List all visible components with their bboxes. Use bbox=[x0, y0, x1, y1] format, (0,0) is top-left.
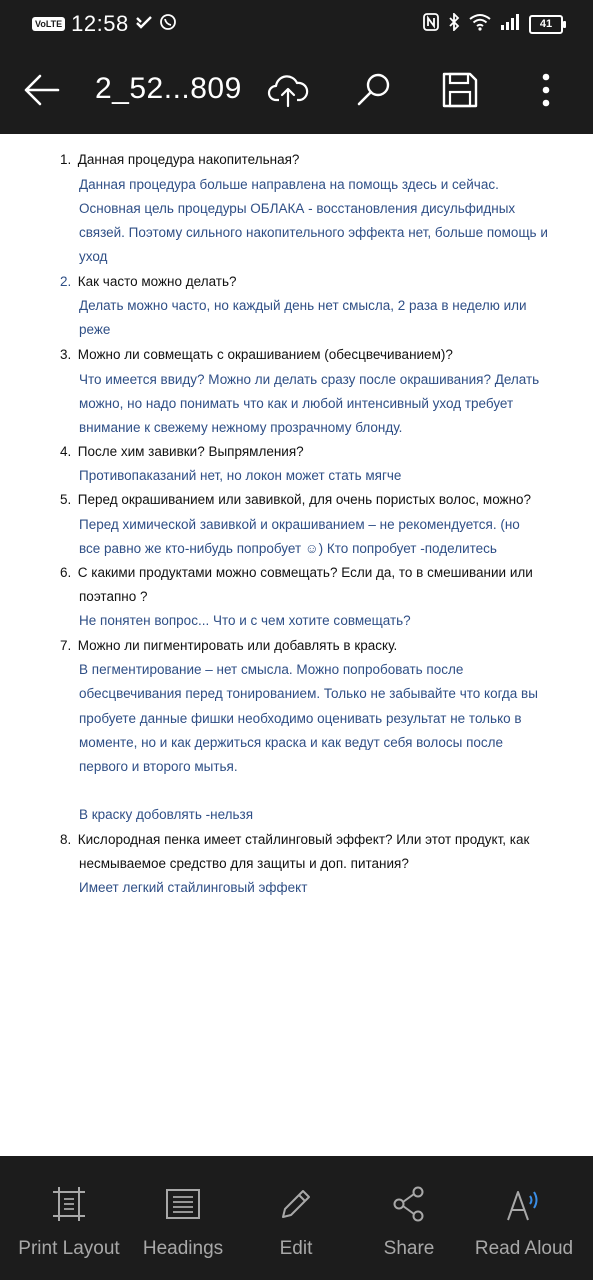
document-page[interactable] bbox=[0, 134, 593, 1156]
nfc-icon bbox=[423, 13, 439, 36]
answer-7-line-3: пробуете данные фишки необходимо оценивать результат не только в bbox=[79, 711, 522, 726]
print-layout-label: Print Layout bbox=[18, 1238, 120, 1259]
question-1: 1. Данная процедура накопительная? bbox=[60, 152, 300, 167]
answer-1-line-4: уход bbox=[79, 249, 108, 264]
share-icon bbox=[389, 1184, 429, 1224]
battery-icon bbox=[529, 15, 563, 34]
search-button[interactable] bbox=[348, 66, 400, 118]
answer-7-line-4: моменте, но и как держиться краска и как ведут себя волосы после bbox=[79, 735, 504, 750]
share-button[interactable] bbox=[348, 1156, 470, 1280]
edit-label: Edit bbox=[279, 1238, 313, 1259]
bluetooth-icon bbox=[448, 13, 460, 36]
answer-2-line-1: Делать можно часто, но каждый день нет смысла, 2 раза в неделю или bbox=[79, 298, 527, 313]
answer-3-line-1: Что имеется ввиду? Можно ли делать сразу после окрашивания? Делать bbox=[79, 372, 540, 387]
question-8: 8. Кислородная пенка имеет стайлинговый эффект? Или этот продукт, как bbox=[60, 832, 530, 847]
edit-button[interactable] bbox=[235, 1156, 357, 1280]
battery-level: 41 bbox=[539, 17, 553, 30]
answer-7-line-5: первого и второго мытья. bbox=[79, 759, 238, 774]
question-4: 4. После хим завивки? Выпрямления? bbox=[60, 444, 304, 459]
answer-3-line-2: можно, но надо понимать что как и любой интенсивный уход требует bbox=[79, 396, 514, 411]
answer-1-line-1: Данная процедура больше направлена на помощь здесь и сейчас. bbox=[79, 177, 499, 192]
answer-1-line-3: связей. Поэтому сильного накопительного эффекта нет, больше помощь и bbox=[79, 225, 548, 240]
answer-3-line-3: внимание к свежему нежному прозрачному блонду. bbox=[79, 420, 403, 435]
answer-2-line-2: реже bbox=[79, 322, 111, 337]
answer-5-line-2: все равно же кто-нибудь попробует ☺) Кто попробует -поделитесь bbox=[79, 541, 497, 556]
read-aloud-icon bbox=[504, 1184, 544, 1224]
read-aloud-label: Read Aloud bbox=[474, 1238, 574, 1259]
document-title: 2_52...809 bbox=[95, 72, 242, 105]
more-vert-icon bbox=[541, 73, 551, 112]
headings-label: Headings bbox=[142, 1238, 224, 1259]
clock: 12:58 bbox=[71, 11, 129, 36]
status-bar bbox=[0, 0, 593, 48]
answer-7-line-7: В краску добовлять -нельзя bbox=[79, 807, 254, 822]
status-right bbox=[423, 12, 563, 36]
question-5: 5. Перед окрашиванием или завивкой, для очень пористых волос, можно? bbox=[60, 492, 532, 507]
data-saver-icon bbox=[135, 14, 153, 35]
print-layout-icon bbox=[49, 1184, 89, 1224]
save-button[interactable] bbox=[434, 66, 486, 118]
answer-7-line-1: В пегментирование – нет смысла. Можно попробовать после bbox=[79, 662, 464, 677]
question-3: 3. Можно ли совмещать с окрашиванием (обесцвечиванием)? bbox=[60, 347, 453, 362]
answer-8-line-1: Имеет легкий стайлинговый эффект bbox=[79, 880, 308, 895]
question-6: 6. С какими продуктами можно совмещать? Если да, то в смешивании или bbox=[60, 565, 533, 580]
app-toolbar bbox=[0, 48, 593, 134]
answer-4-line-1: Противопаказаний нет, но локон может стать мягче bbox=[79, 468, 402, 483]
question-6-cont: поэтапно ? bbox=[79, 589, 148, 604]
back-arrow-icon bbox=[22, 72, 62, 113]
viber-icon bbox=[159, 13, 177, 36]
headings-icon bbox=[163, 1184, 203, 1224]
read-aloud-button[interactable] bbox=[463, 1156, 585, 1280]
question-8-cont: несмываемое средство для защиты и доп. питания? bbox=[79, 856, 409, 871]
status-left bbox=[32, 10, 177, 38]
bottom-toolbar bbox=[0, 1156, 593, 1280]
answer-6-line-1: Не понятен вопрос... Что и с чем хотите совмещать? bbox=[79, 613, 411, 628]
more-options-button[interactable] bbox=[520, 66, 572, 118]
headings-button[interactable] bbox=[122, 1156, 244, 1280]
cloud-upload-icon bbox=[267, 72, 309, 113]
answer-1-line-2: Основная цель процедуры ОБЛАКА - восстановления дисульфидных bbox=[79, 201, 516, 216]
share-label: Share bbox=[383, 1238, 435, 1259]
volte-badge: VoLTE bbox=[32, 17, 65, 31]
save-icon bbox=[441, 71, 479, 114]
signal-icon bbox=[500, 14, 520, 35]
question-2: 2. Как часто можно делать? bbox=[60, 274, 237, 289]
answer-7-line-2: обесцвечивания перед тонированием. Только не забывайте что когда вы bbox=[79, 686, 538, 701]
wifi-icon bbox=[469, 13, 491, 36]
print-layout-button[interactable] bbox=[8, 1156, 130, 1280]
search-icon bbox=[354, 70, 394, 115]
cloud-upload-button[interactable] bbox=[262, 66, 314, 118]
answer-5-line-1: Перед химической завивкой и окрашиванием – не рекомендуется. (но bbox=[79, 517, 520, 532]
question-7: 7. Можно ли пигментировать или добавлять в краску. bbox=[60, 638, 398, 653]
edit-pencil-icon bbox=[276, 1184, 316, 1224]
back-button[interactable] bbox=[16, 66, 68, 118]
